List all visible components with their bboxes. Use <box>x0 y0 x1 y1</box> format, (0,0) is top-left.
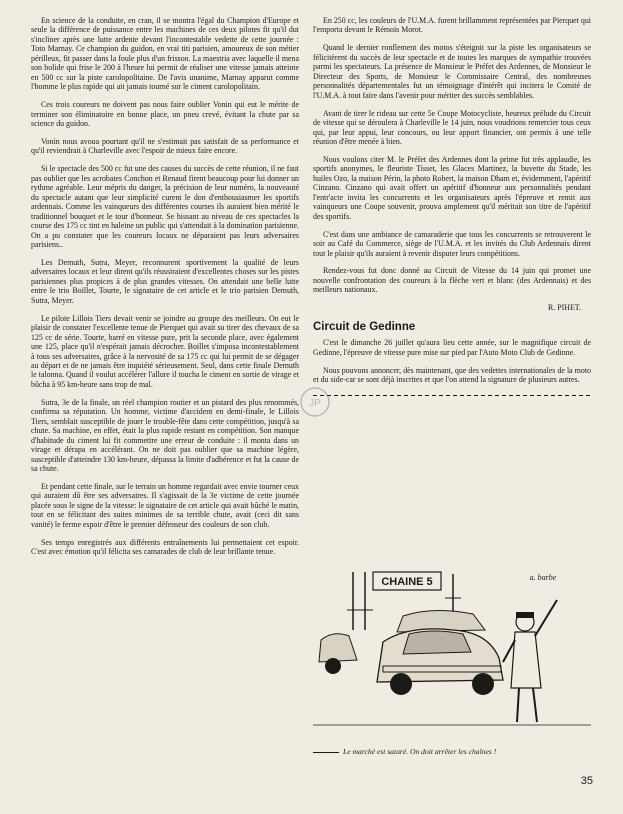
paragraph: C'est dans une ambiance de camaraderie que tous les concurrents se retrouverent le soir au Café du Commerce, siège de l'U.M.A. et les invités du Club Ardennais dirent tout le plaisir qu'ils auraient à revenir disputer leurs compétitions. <box>313 229 591 258</box>
page-number: 35 <box>580 775 593 787</box>
caption-dash <box>313 752 339 753</box>
decorative-divider <box>313 393 591 398</box>
paragraph: Quand le dernier ronflement des motos s'éteignit sur la piste les organisateurs se félicitèrent du succès de leur spectacle et de toutes les marques de sympathie trouvées parmi les spectateurs. La présence de Monsieur le Préfet des Ardennes, de Monsieur le Directeur des Sports, de Monsieur le Commissaire Central, des nombreuses personnalités départementales fut un témoignage d'intérêt qui incitera le Comité de l'U.M.A. à tout faire dans l'avenir pour mériter des succès semblables. <box>313 43 591 100</box>
cartoon-illustration <box>313 570 591 730</box>
paragraph: Nous voulons citer M. le Préfet des Ardennes dont la prime fut très applaudie, les sportifs anonymes, le fleuriste Tisset, les Glaces Martinez, la buvette du Stade, les huiles Ozo, la maison Périn, la photo Robert, la maison Dham et, évidemment, l'apéritif Cinzano. Cinzano qui avait offert un apéritif d'honneur aux personnalités pendant l'entr'acte invita les concurrents et les organisateurs après l'épreuve et remit aux vainqueurs une Coupe souvenir, prouva amplement qu'il méritait son titre de l'apéritif des sportifs. <box>313 154 591 221</box>
paragraph: En science de la conduite, en cran, il se montra l'égal du Champion d'Europe et seule la différence de puissance entre les machines de ces deux pilotes fit qu'il dut s'incliner après une lutte ardente devant l'incontestable vedette de cette journée : Toto Marnay. Ce champion du guidon, en vrai titi parisien, amoureux de son métier périlleux, fit passer dans la foule plus d'un frisson. La maestria avec laquelle il mena son bolide qui frise le 200 à l'heure lui permit de réaliser une vitesse jamais atteinte en 500 cc sur la piste carolopolitaine. De l'avis unanime, Marnay apparut comme l'homme le plus rapide qui ait jamais tourné sur le ciment carolopolitain. <box>31 16 299 92</box>
paragraph: Avant de tirer le rideau sur cette 5e Coupe Motocycliste, heureux prélude du Circuit de vitesse qui se déroulera à Charleville le 14 juin, nous voudrions remercier tous ceux qui, par leur appui, leur concours, ou leur apport financier, ont permis à une telle réunion d'être menée à bien. <box>313 108 591 146</box>
paragraph: Ces trois coureurs ne doivent pas nous faire oublier Vonin qui eut le mérite de terminer son éliminatoire en bonne place, un pneu crevé, évitant la chute par sa science du guidon. <box>31 100 299 129</box>
paragraph: Nous pouvons annoncer, dès maintenant, que des vedettes internationales de la moto et du side-car se sont déjà inscrites et que l'on attend la signature de plusieurs autres. <box>313 365 591 385</box>
cartoon-caption <box>313 747 591 756</box>
paragraph: Les Demuth, Sutra, Meyer, reconnurent sportivement la qualité de leurs adversaires locaux et leur dirent qu'ils réussiraient d'excellentes choses sur les pistes parisiennes plus propices à de plus grandes vitesses. On attendait une belle lutte entre le trio Boillet, Tourte, le signataire de cet article et le trio parisien Demuth, Sutra, Meyer. <box>31 257 299 305</box>
right-column <box>313 16 591 404</box>
left-column <box>31 16 299 565</box>
paragraph: Sutra, 3e de la finale, un réel champion routier et un pistard des plus renommés, confirma sa réputation. Un homme, victime d'accident en demi-finale, le Lillois Tiers, semblait susceptible de jouer le trouble-fête dans cette compétition, jusqu'à sa chute. Sa machine, en effet, était la plus rapide restant en compétition. Son manque d'habitude du ciment lui fit commettre une erreur de conduite : il monta dans un virage et dérapa en accélérant. On ne doit pas oublier que sa machine légère, susceptible d'atteindre 130 km-heure, dépassa la limite d'adhérence et fut la cause de sa chute. <box>31 397 299 474</box>
library-stamp-icon <box>298 385 332 419</box>
svg-text:JP: JP <box>309 398 321 409</box>
cartoon-sign: CHAINE 5 <box>381 576 433 588</box>
paragraph: Vonin nous avoua pourtant qu'il ne s'estimait pas satisfait de sa performance et qu'il reviendrait à Charleville avec l'espoir de mieux faire encore. <box>31 136 299 156</box>
paragraph: C'est le dimanche 26 juillet qu'aura lieu cette année, sur le magnifique circuit de Gedinne, l'épreuve de vitesse pure mise sur pied par l'Auto Moto Club de Gedinne. <box>313 338 591 357</box>
paragraph: Ses temps enregistrés aux différents entraînements lui permettaient cet espoir. C'est avec émotion qu'il félicita ses camarades de club de leur brillante tenue. <box>31 537 299 557</box>
paragraph: En 250 cc, les couleurs de l'U.M.A. furent brillamment représentées par Pierquet qui l'emporta devant le Rémois Morot. <box>313 16 591 35</box>
paragraph: Rendez-vous fut donc donné au Circuit de Vitesse du 14 juin qui promet une nouvelle confrontation des coureurs à la flèche vert et blanc (des Ardennais) et des meilleurs nationaux. <box>313 266 591 295</box>
caption-text: Le marché est saturé. On doit arrêter les chaînes ! <box>343 747 497 756</box>
cartoon-artist-signature: a. barbe <box>529 573 557 582</box>
author-signature: R. PIHET. <box>548 303 581 313</box>
paragraph: Si le spectacle des 500 cc fut une des causes du succès de cette réunion, il ne faut pas oublier que les acrobates Conchon et Renaud firent beaucoup pour lui donner un rythme agréable. Leur mépris du danger, la précision de leur numéro, la nouveauté du spectacle autant que leur simplicité curent le don d'enthousiasmer les sportifs ardennais. Comme les vainqueurs des différentes courses ils auraient bien mérité le traditionnel bouquet et le tour d'honneur. Se hissant au niveau de ces spectacles la course des 175 cc tint en haleine un public qui s'attendait à la domination parisienne. On a pu constater que les coureurs locaux ne déparaient pas leurs adversaires parisiens.. <box>31 164 299 250</box>
paragraph: Et pendant cette finale, sur le terrain un homme regardait avec envie tourner ceux qui auraient dû être ses adversaires. Il s'agissait de la 3e victime de cette journée placée sous le signe de la vitesse: le signataire de cet article qui avait bûché le matin, tout en se félicitant des suites minimes de sa terrible chute, avait (ceci dit sans vanité) le ferme espoir d'être le premier défenseur des couleurs de son club. <box>31 481 299 529</box>
section-heading: Circuit de Gedinne <box>313 320 416 333</box>
paragraph: Le pilote Lillois Tiers devait venir se joindre au groupe des meilleurs. On eut le plaisir de constater l'excellente tenue de Pierquet qui avait su tirer des chevaux de sa 125 cc de série. Tourte, barré en vitesse pure, prit la seconde place, avec également une 125, place qu'il n'espérait jamais décrocher. Boillet s'imposa incontestablement à tous ses adversaires, grâce à la nervosité de sa 175 cc qui lui permit de se dégager au départ et de ne jamais être inquiété sérieusement. Seul, dans cette finale Demuth le talonna. Quand il voulut accélérer l'allure il toucha le ciment en sortie de virage et bûcha à 95 km-heure sans trop de mal. <box>31 313 299 389</box>
